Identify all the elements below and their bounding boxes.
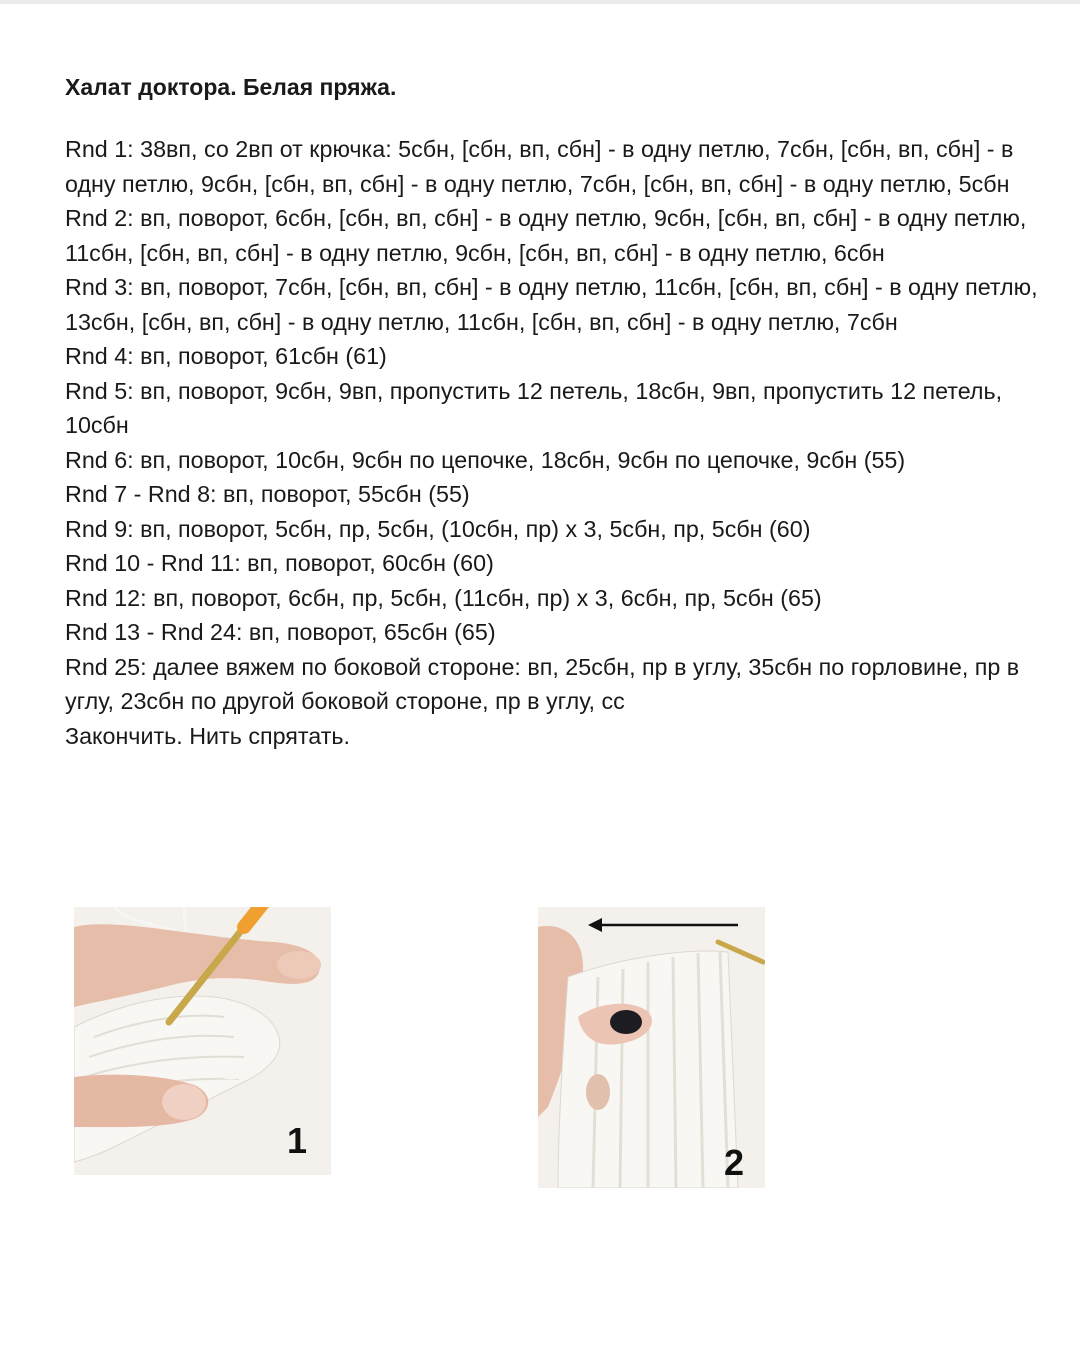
pattern-title: Халат доктора. Белая пряжа. [65,74,397,100]
photo-number: 2 [724,1142,745,1183]
round-row: Rnd 7 - Rnd 8: вп, поворот, 55сбн (55) [65,481,470,507]
round-row: Rnd 25: далее вяжем по боковой стороне: вп, 25сбн, пр в углу, 35сбн по горловине, пр в углу, 23сбн по другой боковой стороне, пр в углу, сс [65,653,1020,714]
round-row: Rnd 10 - Rnd 11: вп, поворот, 60сбн (60) [65,550,494,576]
crochet-panel-photo-illustration [538,907,765,1188]
step-photo-2 [538,907,765,1188]
round-row: Rnd 6: вп, поворот, 10сбн, 9сбн по цепочке, 18сбн, 9сбн по цепочке, 9сбн (55) [65,446,906,473]
round-list [65,132,1040,719]
round-row: Rnd 12: вп, поворот, 6сбн, пр, 5сбн, (11сбн, пр) х 3, 6сбн, пр, 5сбн (65) [65,584,822,611]
round-row: Rnd 5: вп, поворот, 9сбн, 9вп, пропустить 12 петель, 18сбн, 9вп, пропустить 12 петель, 10сбн [65,377,1003,438]
round-row: Rnd 2: вп, поворот, 6сбн, [сбн, вп, сбн] - в одну петлю, 9сбн, [сбн, вп, сбн] - в одну петлю, 11сбн, [сбн, вп, сбн] - в одну петлю, 9сбн, [сбн, вп, сбн] - в одну петлю, 6сбн [65,205,1027,266]
crochet-hook-photo-illustration [74,907,331,1175]
finishing-note: Закончить. Нить спрятать. [65,722,351,749]
top-edge-rule [0,0,1080,4]
photo-number: 1 [287,1120,308,1161]
round-row: Rnd 9: вп, поворот, 5сбн, пр, 5сбн, (10сбн, пр) х 3, 5сбн, пр, 5сбн (60) [65,515,811,542]
step-photo-1 [74,907,331,1175]
pattern-document [65,70,1040,753]
round-row: Rnd 3: вп, поворот, 7сбн, [сбн, вп, сбн] - в одну петлю, 11сбн, [сбн, вп, сбн] - в одну петлю, 13сбн, [сбн, вп, сбн] - в одну петлю, 11сбн, [сбн, вп, сбн] - в одну петлю, 7сбн [65,274,1038,335]
round-row: Rnd 1: 38вп, со 2вп от крючка: 5сбн, [сбн, вп, сбн] - в одну петлю, 7сбн, [сбн, вп, сбн] - в одну петлю, 9сбн, [сбн, вп, сбн] - в одну петлю, 7сбн, [сбн, вп, сбн] - в одну петлю, 5сбн [65,136,1014,197]
round-row: Rnd 4: вп, поворот, 61сбн (61) [65,343,387,369]
round-row: Rnd 13 - Rnd 24: вп, поворот, 65сбн (65) [65,619,496,645]
